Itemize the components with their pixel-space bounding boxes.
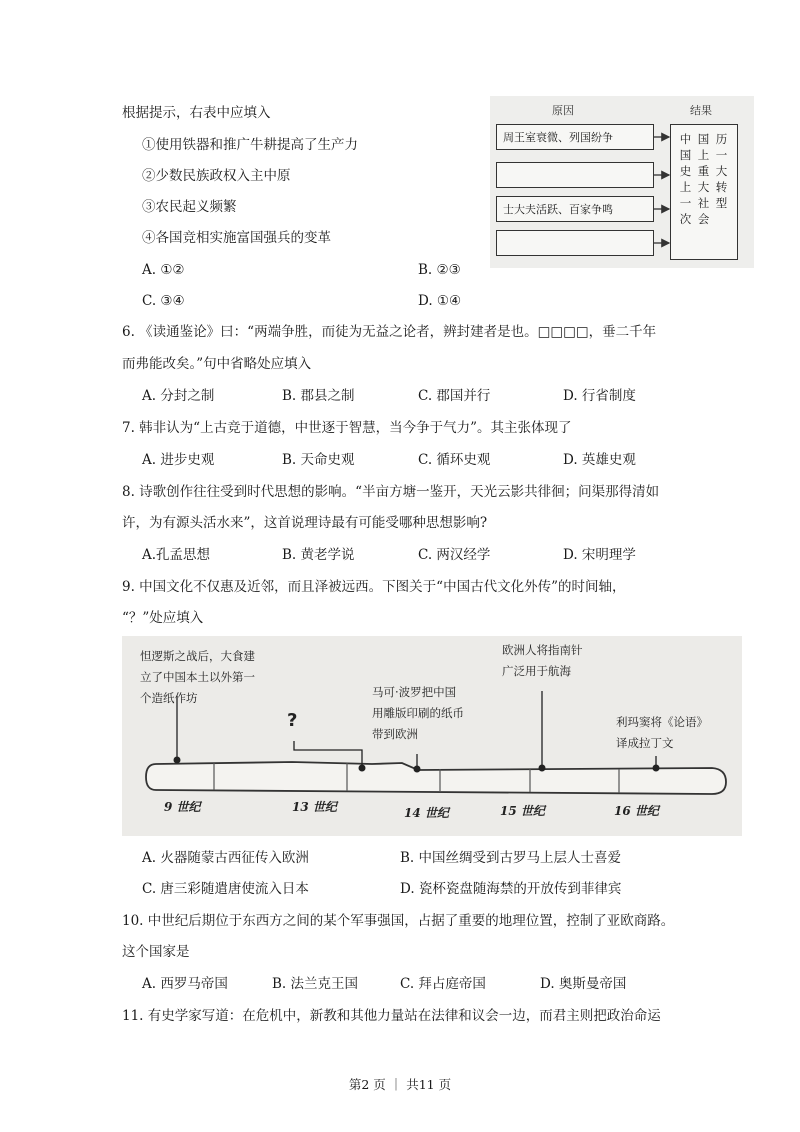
q7-option-b: B. 天命史观 <box>282 452 355 468</box>
cause-box-3: 士大夫活跃、百家争鸣 <box>496 196 654 222</box>
q5-item-3: ③农民起义频繁 <box>142 199 237 215</box>
century-label-15: 15 世纪 <box>500 804 545 818</box>
q7-option-d: D. 英雄史观 <box>563 452 636 468</box>
q9-stem-2: “？”处应填入 <box>122 610 204 626</box>
page-footer: 第2 页 ｜ 共11 页 <box>348 1077 452 1092</box>
dot-question <box>359 765 366 772</box>
timeline-note-14c: 马可·波罗把中国 用雕版印刷的纸币 带到欧洲 <box>372 685 464 741</box>
timeline-note-16c: 利玛窦将《论语》 译成拉丁文 <box>616 715 708 750</box>
q8-option-b: B. 黄老学说 <box>282 547 355 563</box>
q6-option-d: D. 行省制度 <box>563 388 636 404</box>
q8-stem-1: 8. 诗歌创作往往受到时代思想的影响。“半亩方塘一鉴开，天光云影共徘徊；问渠那得清如 <box>122 484 660 500</box>
q9-option-a: A. 火器随蒙古西征传入欧洲 <box>142 850 309 866</box>
q10-stem-1: 10. 中世纪后期位于东西方之间的某个军事强国，占据了重要的地理位置，控制了亚欧商路。 <box>122 913 675 929</box>
q8-option-c: C. 两汉经学 <box>418 547 491 563</box>
q8-option-d: D. 宋明理学 <box>563 547 636 563</box>
q10-option-b: B. 法兰克王国 <box>272 976 359 992</box>
result-col-2: 国上重大社会 <box>697 132 710 226</box>
q9-option-b: B. 中国丝绸受到古罗马上层人士喜爱 <box>400 850 622 866</box>
q5-item-1: ①使用铁器和推广牛耕提高了生产力 <box>142 137 358 153</box>
timeline-bar <box>146 762 726 794</box>
dot-15c <box>539 765 546 772</box>
q10-option-c: C. 拜占庭帝国 <box>400 976 486 992</box>
q7-option-a: A. 进步史观 <box>142 452 215 468</box>
q5-option-d: D. ①④ <box>418 293 462 309</box>
timeline-note-9c: 怛逻斯之战后，大食建 立了中国本土以外第一 个造纸作坊 <box>140 649 255 705</box>
result-col-3: 历一大转型 <box>715 132 728 210</box>
q10-option-d: D. 奥斯曼帝国 <box>540 976 627 992</box>
q11-stem: 11. 有史学家写道：在危机中，新教和其他力量站在法律和议会一边，而君主则把政治命运 <box>122 1008 661 1024</box>
q9-option-d: D. 瓷杯瓷盘随海禁的开放传到菲律宾 <box>400 881 622 897</box>
q5-option-c: C. ③④ <box>142 293 185 309</box>
century-label-13: 13 世纪 <box>292 800 337 814</box>
q5-item-4: ④各国竞相实施富国强兵的变革 <box>142 230 331 246</box>
q8-stem-2: 许，为有源头活水来”，这首说理诗最有可能受哪种思想影响? <box>122 515 488 531</box>
cause-header: 原因 <box>552 104 574 117</box>
q9-stem-1: 9. 中国文化不仅惠及近邻，而且泽被远西。下图关于“中国古代文化外传”的时间轴， <box>122 579 626 595</box>
q7-option-c: C. 循环史观 <box>418 452 491 468</box>
century-label-16: 16 世纪 <box>614 804 659 818</box>
century-label-9: 9 世纪 <box>164 800 201 814</box>
q9-option-c: C. 唐三彩随遣唐使流入日本 <box>142 881 309 897</box>
result-col-1: 中国史上一次 <box>679 132 692 226</box>
timeline-figure <box>122 636 742 836</box>
cause-effect-figure <box>490 96 754 268</box>
q7-stem: 7. 韩非认为“上古竞于道德，中世逐于智慧，当今争于气力”。其主张体现了 <box>122 420 572 436</box>
q6-option-b: B. 郡县之制 <box>282 388 355 404</box>
q6-option-a: A. 分封之制 <box>142 388 215 404</box>
q5-option-b: B. ②③ <box>418 262 461 278</box>
dot-9c <box>174 757 181 764</box>
timeline-question-mark: ? <box>287 710 298 731</box>
century-label-14: 14 世纪 <box>404 806 449 820</box>
q5-item-2: ②少数民族政权入主中原 <box>142 168 291 184</box>
q8-option-a: A.孔孟思想 <box>142 547 211 563</box>
cause-box-1: 周王室衰微、列国纷争 <box>496 124 654 150</box>
dot-14c <box>414 766 421 773</box>
result-header: 结果 <box>690 104 712 117</box>
timeline-note-15c: 欧洲人将指南针 广泛用于航海 <box>502 643 583 678</box>
q5-intro: 根据提示，右表中应填入 <box>122 105 271 121</box>
q5-option-a: A. ①② <box>142 262 185 278</box>
q6-stem-1: 6. 《读通鉴论》曰：“两端争胜，而徒为无益之论者，辨封建者是也。□□□□，垂二千年 <box>122 324 657 340</box>
q6-option-c: C. 郡国并行 <box>418 388 491 404</box>
dot-16c <box>653 765 660 772</box>
q6-stem-2: 而弗能改矣。”句中省略处应填入 <box>122 356 312 372</box>
result-box <box>670 124 738 260</box>
q10-option-a: A. 西罗马帝国 <box>142 976 228 992</box>
q10-stem-2: 这个国家是 <box>122 944 190 960</box>
